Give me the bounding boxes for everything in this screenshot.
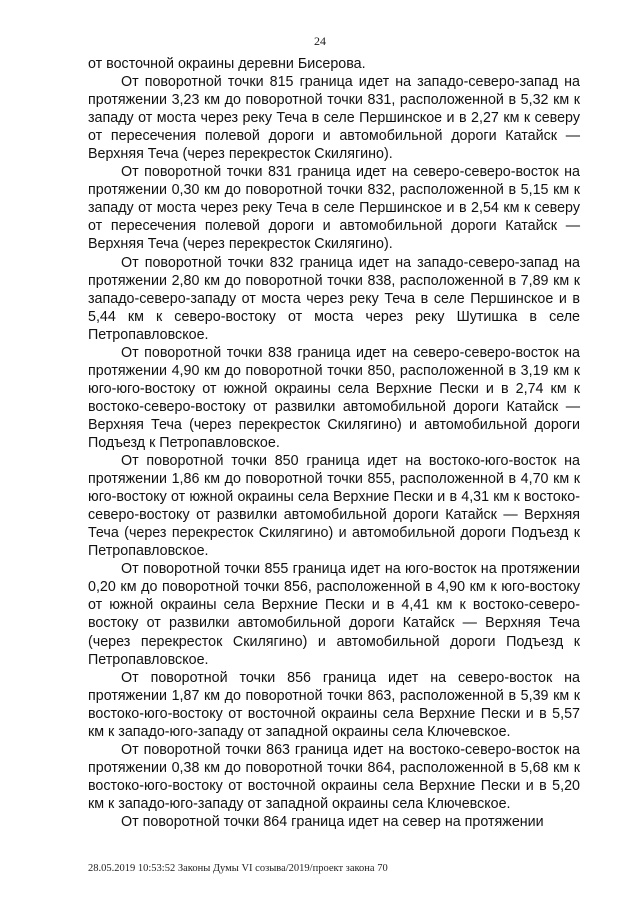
paragraph-point-864: От поворотной точки 864 граница идет на север на протяжении: [121, 813, 544, 830]
page-number: 24: [314, 34, 326, 48]
document-body: [88, 55, 580, 831]
paragraph-continuation: от восточной окраины деревни Бисерова.: [88, 56, 366, 72]
paragraph-point-863: От поворотной точки 863 граница идет на востоко-северо-восток на протяжении 0,38 км до поворотной точки 864, расположенной в 5,68 км к востоко-юго-востоку от восточной окраины села Верхние Пески и в 5,20 км к западо-юго-западу от западной окраины села Ключевское.: [88, 741, 580, 812]
paragraph-point-838: От поворотной точки 838 граница идет на северо-северо-восток на протяжении 4,90 км до поворотной точки 850, расположенной в 3,19 км к юго-юго-востоку от южной окраины села Верхние Пески и в 2,74 км к востоко-северо-востоку от развилки автомобильной дороги Катайск — Верхняя Теча (через перекресток Скилягино) и автомобильной дороги Подъезд к Петропавловское.: [88, 344, 580, 451]
document-footer: 28.05.2019 10:53:52 Законы Думы VI созыва/2019/проект закона 70: [88, 863, 388, 874]
paragraph-point-850: От поворотной точки 850 граница идет на востоко-юго-восток на протяжении 1,86 км до поворотной точки 855, расположенной в 4,70 км к юго-востоку от южной окраины села Верхние Пески и в 4,31 км к востоко-северо-востоку от развилки автомобильной дороги Катайск — Верхняя Теча (через перекресток Скилягино) и автомобильной дороги Подъезд к Петропавловское.: [88, 453, 580, 560]
paragraph-point-832: От поворотной точки 832 граница идет на западо-северо-запад на протяжении 2,80 км до поворотной точки 838, расположенной в 7,89 км к западо-северо-западу от моста через реку Теча в селе Першинское и в 5,44 км к северо-востоку от моста через реку Шутишка в селе Петропавловское.: [88, 254, 580, 343]
paragraph-point-856: От поворотной точки 856 граница идет на северо-восток на протяжении 1,87 км до поворотной точки 863, расположенной в 5,39 км к востоко-юго-востоку от восточной окраины села Верхние Пески и в 5,57 км к западо-юго-западу от западной окраины села Ключевское.: [88, 669, 580, 740]
paragraph-point-855: От поворотной точки 855 граница идет на юго-восток на протяжении 0,20 км до поворотной точки 856, расположенной в 4,90 км к юго-востоку от южной окраины села Верхние Пески и в 4,41 км к востоко-северо-востоку от развилки автомобильной дороги Катайск — Верхняя Теча (через перекресток Скилягино) и автомобильной дороги Подъезд к Петропавловское.: [88, 561, 580, 668]
paragraph-point-815: От поворотной точки 815 граница идет на западо-северо-запад на протяжении 3,23 км до поворотной точки 831, расположенной в 5,32 км к западу от моста через реку Теча в селе Першинское и в 2,27 км к северу от пересечения полевой дороги и автомобильной дороги Катайск — Верхняя Теча (через перекресток Скилягино).: [88, 74, 580, 163]
paragraph-point-831: От поворотной точки 831 граница идет на северо-северо-восток на протяжении 0,30 км до поворотной точки 832, расположенной в 5,15 км к западу от моста через реку Теча в селе Першинское и в 2,54 км к северу от пересечения полевой дороги и автомобильной дороги Катайск — Верхняя Теча (через перекресток Скилягино).: [88, 164, 580, 253]
